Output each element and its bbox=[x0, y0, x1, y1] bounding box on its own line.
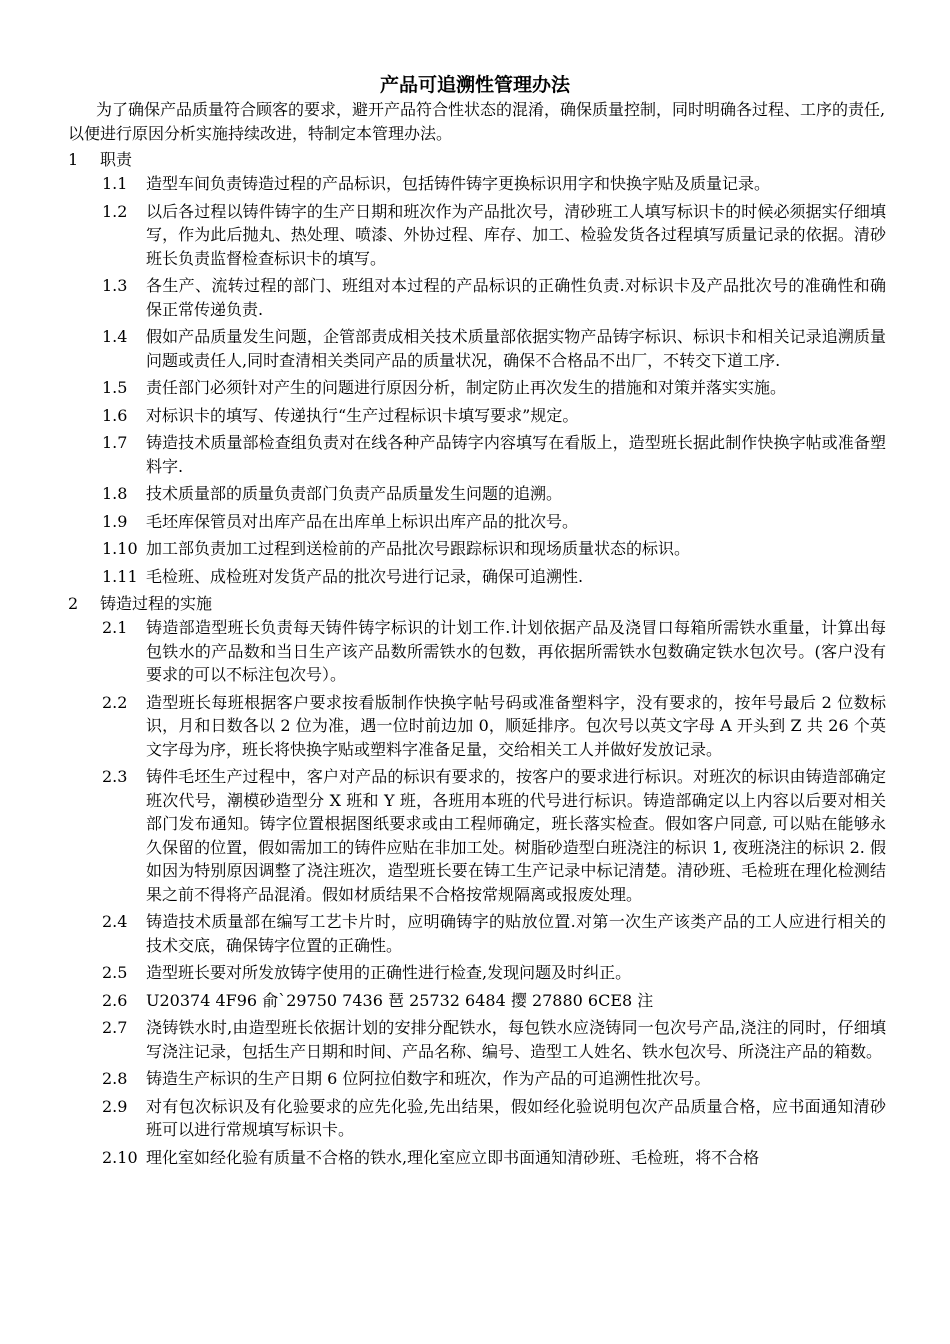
clause-text: 假如产品质量发生问题，企管部责成相关技术质量部依据实物产品铸字标识、标识卡和相关记录追溯质量问题或责任人,同时查清相关类同产品的质量状况，确保不合格品不出厂，不转交下道工序. bbox=[146, 327, 886, 370]
clause-text: 对标识卡的填写、传递执行“生产过程标识卡填写要求”规定。 bbox=[146, 405, 579, 425]
clause-number: 2.5 bbox=[102, 963, 128, 982]
clause-text: 铸造技术质量部在编写工艺卡片时，应明确铸字的贴放位置.对第一次生产该类产品的工人应进行相关的技术交底，确保铸字位置的正确性。 bbox=[146, 912, 886, 955]
clause-number: 1.6 bbox=[102, 405, 128, 425]
clause-item bbox=[68, 1146, 886, 1170]
clause-item bbox=[68, 537, 886, 561]
document-body bbox=[68, 148, 886, 1173]
clause-item bbox=[68, 200, 886, 271]
clause-item bbox=[68, 482, 886, 506]
clause-text: 加工部负责加工过程到送检前的产品批次号跟踪标识和现场质量状态的标识。 bbox=[146, 539, 691, 558]
clause-text: 造型车间负责铸造过程的产品标识，包括铸件铸字更换标识用字和快换字贴及质量记录。 bbox=[146, 174, 771, 193]
clause-number: 2.4 bbox=[102, 912, 128, 931]
clause-item bbox=[68, 765, 886, 906]
clause-number: 2.9 bbox=[102, 1096, 128, 1116]
clause-item bbox=[68, 910, 886, 957]
clause-text: 铸造生产标识的生产日期 6 位阿拉伯数字和班次，作为产品的可追溯性批次号。 bbox=[146, 1069, 711, 1088]
clause-item bbox=[68, 989, 886, 1013]
clause-item bbox=[68, 961, 886, 985]
clause-text: U20374 4F96 俞`29750 7436 琶 25732 6484 撄 27880 6CE8 注 bbox=[146, 990, 654, 1010]
clause-text: 铸件毛坯生产过程中，客户对产品的标识有要求的，按客户的要求进行标识。对班次的标识由铸造部确定班次代号，潮模砂造型分 X 班和 Y 班，各班用本班的代号进行标识。铸造部确定以上内容以后要对相关部门发布通知。铸字位置根据图纸要求或由工程师确定，班长落实检查。假如客户同意, 可以贴在能够永久保留的位置，假如需加工的铸件应贴在非加工处。树脂砂造型白班浇注的标识 1, 夜班浇注的标识 2. 假如因为特别原因调整了浇注班次，造型班长要在铸工生产记录中标记清楚。清砂班、毛检班在理化检测结果之前不得将产品混淆。假如材质结果不合格按常规隔离或报废处理。 bbox=[146, 767, 886, 904]
clause-text: 毛检班、成检班对发货产品的批次号进行记录，确保可追溯性. bbox=[146, 566, 584, 586]
clause-number: 2.8 bbox=[102, 1069, 128, 1088]
clause-text: 各生产、流转过程的部门、班组对本过程的产品标识的正确性负责.对标识卡及产品批次号的准确性和确保正常传递负责. bbox=[146, 276, 886, 319]
clause-number: 1.4 bbox=[102, 327, 128, 346]
clause-number: 2.10 bbox=[102, 1147, 138, 1167]
clause-number: 1.7 bbox=[102, 433, 128, 452]
clause-number: 1.11 bbox=[102, 566, 138, 586]
intro-paragraph: 为了确保产品质量符合顾客的要求，避开产品符合性状态的混淆，确保质量控制，同时明确各过程、工序的责任,以便进行原因分析实施持续改进，特制定本管理办法。 bbox=[68, 100, 886, 143]
clause-item bbox=[68, 616, 886, 687]
clause-number: 1.1 bbox=[102, 174, 128, 193]
clause-text: 毛坯库保管员对出库产品在出库单上标识出库产品的批次号。 bbox=[146, 511, 579, 531]
clause-item bbox=[68, 691, 886, 762]
clause-text: 责任部门必须针对产生的问题进行原因分析，制定防止再次发生的措施和对策并落实实施。 bbox=[146, 378, 787, 397]
clause-number: 1.10 bbox=[102, 539, 138, 558]
section-number: 2 bbox=[68, 594, 79, 613]
clause-number: 1.9 bbox=[102, 511, 128, 531]
clause-text: 以后各过程以铸件铸字的生产日期和班次作为产品批次号，清砂班工人填写标识卡的时候必须据实仔细填写，作为此后抛丸、热处理、喷漆、外协过程、库存、加工、检验发货各过程填写质量记录的依据。清砂班长负责监督检查标识卡的填写。 bbox=[146, 201, 886, 268]
clause-item bbox=[68, 1016, 886, 1063]
section-heading bbox=[68, 148, 886, 172]
clause-number: 2.2 bbox=[102, 692, 128, 712]
clause-item bbox=[68, 404, 886, 428]
clause-number: 2.7 bbox=[102, 1018, 128, 1037]
clause-item bbox=[68, 510, 886, 534]
clause-number: 1.8 bbox=[102, 484, 128, 503]
clause-text: 铸造部造型班长负责每天铸件铸字标识的计划工作.计划依据产品及浇冒口每箱所需铁水重量，计算出每包铁水的产品数和当日生产该产品数所需铁水的包数，再依据所需铁水包数确定铁水包次号。(客户没有要求的可以不标注包次号）。 bbox=[146, 618, 886, 684]
section-number: 1 bbox=[68, 150, 79, 169]
clause-text: 造型班长要对所发放铸字使用的正确性进行检查,发现问题及时纠正。 bbox=[146, 963, 632, 982]
clause-text: 造型班长每班根据客户要求按看版制作快换字帖号码或准备塑料字，没有要求的，按年号最后 2 位数标识，月和日数各以 2 位为准，遇一位时前边加 0，顺延排序。包次号以英文字母 A 开头到 Z 共 26 个英文字母为序，班长将快换字贴或塑料字准备足量，交给相关工人并做好发放记录。 bbox=[146, 692, 886, 759]
clause-text: 浇铸铁水时,由造型班长依据计划的安排分配铁水，每包铁水应浇铸同一包次号产品,浇注的同时，仔细填写浇注记录，包括生产日期和时间、产品名称、编号、造型工人姓名、铁水包次号、所浇注产品的箱数。 bbox=[146, 1018, 886, 1061]
clause-item bbox=[68, 274, 886, 321]
section-heading bbox=[68, 592, 886, 616]
section-title: 职责 bbox=[100, 150, 133, 169]
clause-text: 铸造技术质量部检查组负责对在线各种产品铸字内容填写在看版上，造型班长据此制作快换字帖或准备塑料字. bbox=[146, 433, 886, 476]
clause-number: 1.2 bbox=[102, 201, 128, 221]
clause-text: 对有包次标识及有化验要求的应先化验,先出结果，假如经化验说明包次产品质量合格，应书面通知清砂班可以进行常规填写标识卡。 bbox=[146, 1096, 886, 1139]
clause-item bbox=[68, 1095, 886, 1142]
clause-number: 1.5 bbox=[102, 378, 128, 397]
clause-text: 理化室如经化验有质量不合格的铁水,理化室应立即书面通知清砂班、毛检班，将不合格 bbox=[146, 1147, 760, 1167]
clause-item bbox=[68, 376, 886, 400]
clause-number: 1.3 bbox=[102, 276, 128, 295]
clause-number: 2.1 bbox=[102, 618, 128, 637]
section-title: 铸造过程的实施 bbox=[100, 594, 213, 613]
clause-number: 2.3 bbox=[102, 767, 128, 786]
clause-item bbox=[68, 1067, 886, 1091]
clause-item bbox=[68, 431, 886, 478]
clause-item bbox=[68, 172, 886, 196]
document-title: 产品可追溯性管理办法 bbox=[379, 74, 570, 96]
clause-item bbox=[68, 325, 886, 372]
clause-item bbox=[68, 565, 886, 589]
clause-text: 技术质量部的质量负责部门负责产品质量发生问题的追溯。 bbox=[146, 484, 563, 503]
clause-number: 2.6 bbox=[102, 990, 128, 1010]
